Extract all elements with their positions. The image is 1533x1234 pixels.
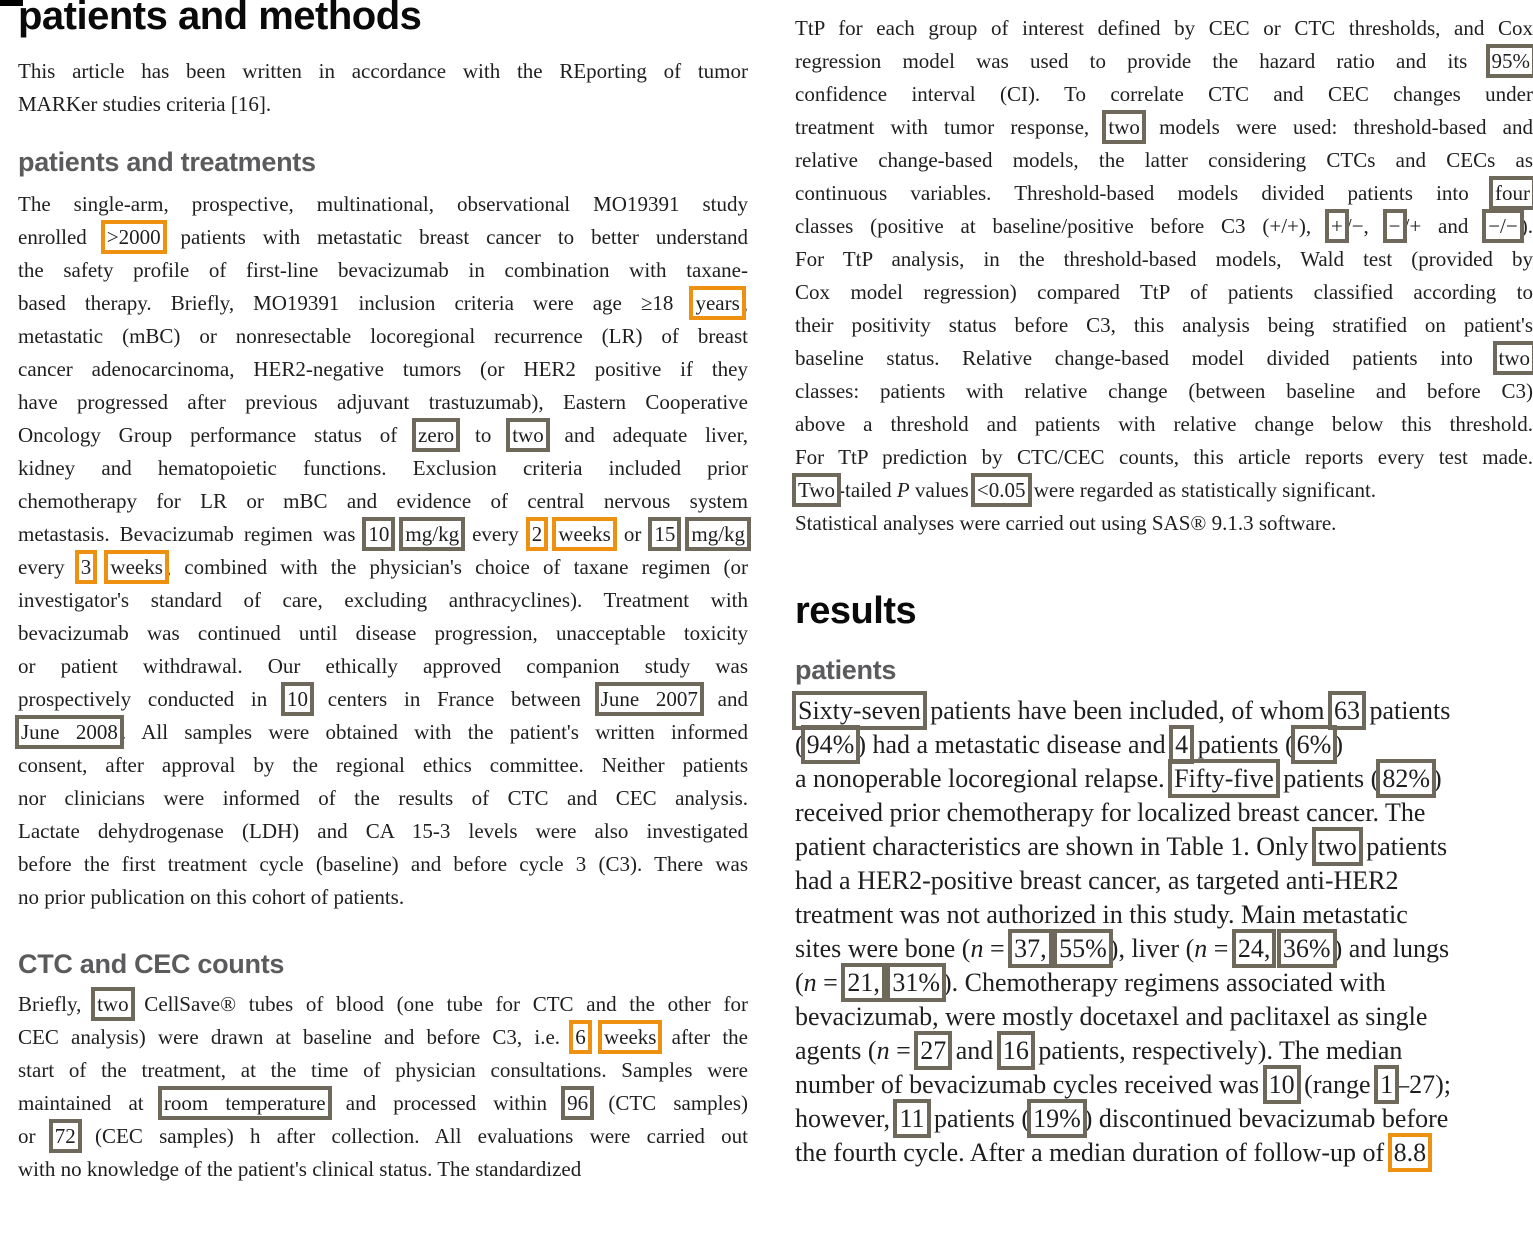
- text-line: [795, 507, 1533, 540]
- text-run: ): [1432, 764, 1442, 793]
- text-run: [1273, 934, 1280, 963]
- text-line: [795, 694, 1533, 728]
- text-run: maintained at: [18, 1091, 161, 1115]
- text-run: patients (: [1276, 764, 1380, 793]
- annotation-box-gray: 6%: [1296, 730, 1332, 759]
- text-run: [1050, 934, 1057, 963]
- text-run: ).: [1520, 214, 1533, 238]
- text-line: [18, 88, 748, 121]
- annotation-box-gray: +: [1331, 214, 1343, 238]
- text-run: or: [18, 1124, 52, 1148]
- section-heading-results: results: [795, 590, 917, 632]
- section-heading-patients-and-methods: patients and methods: [18, 0, 422, 38]
- text-line: [795, 276, 1533, 309]
- text-run: metastasis. Bevacizumab regimen was: [18, 522, 366, 546]
- annotation-box-gray: 15: [654, 522, 676, 546]
- text-line: [795, 762, 1533, 796]
- text-line: [18, 1021, 748, 1054]
- annotation-box-gray: two: [97, 992, 129, 1016]
- annotation-box-gray: Two: [798, 478, 836, 502]
- annotation-box-gray: 36%: [1282, 934, 1331, 963]
- text-run: [545, 522, 555, 546]
- text-run: , combined with the physician's choice of taxane regimen (or: [165, 555, 748, 579]
- text-line: [795, 1034, 1533, 1068]
- text-run: The single-arm, prospective, multinational, observational MO19391 study: [18, 192, 748, 216]
- text-run: with no knowledge of the patient's clinical status. The standardized: [18, 1157, 582, 1181]
- text-line: [18, 683, 748, 716]
- text-line: [18, 716, 748, 749]
- annotation-box-gray: two: [512, 423, 544, 447]
- annotation-box-gray: room temperature: [163, 1091, 326, 1115]
- text-run: regression model was used to provide the hazard ratio and its: [795, 49, 1489, 73]
- ctc-cec-counts-paragraph: [18, 988, 748, 1186]
- text-line: [18, 419, 748, 452]
- text-run: . All samples were obtained with the patient's written informed: [120, 720, 748, 744]
- text-run: [678, 522, 688, 546]
- text-line: [795, 144, 1533, 177]
- text-line: [18, 1087, 748, 1120]
- text-run: however,: [795, 1104, 897, 1133]
- text-line: [18, 386, 748, 419]
- annotation-box-gray: 10: [1268, 1070, 1295, 1099]
- text-line: [795, 898, 1533, 932]
- text-line: [795, 441, 1533, 474]
- text-run: based therapy. Briefly, MO19391 inclusion criteria were age ≥18: [18, 291, 693, 315]
- text-run: patients, respectively). The median: [1031, 1036, 1403, 1065]
- annotation-box-gray: four: [1495, 181, 1530, 205]
- text-run: classes: patients with relative change (between baseline and before C3): [795, 379, 1533, 403]
- text-line: [795, 966, 1533, 1000]
- text-line: [795, 309, 1533, 342]
- subsection-heading-patients-and-treatments: patients and treatments: [18, 147, 316, 177]
- annotation-box-gray: <0.05: [976, 478, 1026, 502]
- text-run: patients (: [927, 1104, 1031, 1133]
- subsection-heading-ctc-and-cec-counts: CTC and CEC counts: [18, 949, 285, 979]
- statistics-paragraph: [795, 12, 1533, 540]
- text-line: [18, 55, 748, 88]
- text-run: to: [457, 423, 510, 447]
- annotation-box-gray: June 2007: [600, 687, 698, 711]
- text-run: and adequate liver,: [546, 423, 748, 447]
- text-line: [18, 452, 748, 485]
- text-run: CellSave® tubes of blood (one tube for CTC and the other for: [131, 992, 748, 1016]
- italic-text-run: n: [970, 934, 984, 963]
- text-run: /+ and: [1403, 214, 1486, 238]
- text-run: patients: [1359, 832, 1448, 861]
- annotation-box-gray: two: [1108, 115, 1140, 139]
- text-run: start of the treatment, at the time of physician consultations. Samples were: [18, 1058, 748, 1082]
- text-line: [795, 342, 1533, 375]
- text-run: or patient withdrawal. Our ethically approved companion study was: [18, 654, 748, 678]
- text-run: no prior publication on this cohort of patients.: [18, 885, 405, 909]
- text-run: centers in France between: [311, 687, 598, 711]
- text-line: [795, 1136, 1533, 1170]
- text-run: –27);: [1396, 1070, 1451, 1099]
- text-run: ,: [742, 291, 748, 315]
- annotation-box-gray: 24,: [1237, 934, 1271, 963]
- text-line: [795, 210, 1533, 243]
- text-run: every: [18, 555, 78, 579]
- text-run: =: [816, 968, 845, 997]
- text-line: [18, 353, 748, 386]
- annotation-box-gray: 94%: [806, 730, 855, 759]
- annotation-box-orange: 2: [531, 522, 543, 546]
- text-run: baseline status. Relative change-based model divided patients into: [795, 346, 1496, 370]
- annotation-box-gray: 82%: [1382, 764, 1430, 793]
- text-run: =: [1207, 934, 1235, 963]
- text-line: [18, 782, 748, 815]
- patients-and-treatments-paragraph: [18, 188, 748, 914]
- text-run: consent, after approval by the regional ethics committee. Neither patients: [18, 753, 748, 777]
- text-line: [795, 1000, 1533, 1034]
- text-run: classes (positive at baseline/positive before C3 (+/+),: [795, 214, 1329, 238]
- annotation-box-orange: weeks: [110, 555, 163, 579]
- text-run: ) had a metastatic disease and: [857, 730, 1173, 759]
- text-line: [795, 111, 1533, 144]
- text-line: [18, 584, 748, 617]
- text-run: (: [795, 730, 804, 759]
- text-line: [795, 796, 1533, 830]
- annotation-box-gray: 1: [1380, 1070, 1394, 1099]
- annotation-box-gray: mg/kg: [405, 522, 460, 546]
- italic-text-run: n: [876, 1036, 890, 1065]
- text-line: [18, 485, 748, 518]
- text-line: [795, 1068, 1533, 1102]
- text-line: [18, 518, 748, 551]
- results-patients-paragraph: [795, 694, 1533, 1170]
- annotation-box-gray: June 2008: [21, 720, 118, 744]
- italic-text-run: n: [1194, 934, 1208, 963]
- text-line: [795, 728, 1533, 762]
- text-run: confidence interval (CI). To correlate CTC and CEC changes under: [795, 82, 1533, 106]
- text-run: were regarded as statistically significant.: [1028, 478, 1377, 502]
- annotation-box-gray: 10: [287, 687, 309, 711]
- annotation-box-gray: 37,: [1014, 934, 1047, 963]
- text-line: [18, 1054, 748, 1087]
- italic-text-run: n: [803, 968, 817, 997]
- text-run: [589, 1025, 601, 1049]
- text-line: [795, 12, 1533, 45]
- text-line: [18, 650, 748, 683]
- text-run: cancer adenocarcinoma, HER2-negative tumors (or HER2 positive if they: [18, 357, 748, 381]
- text-line: [18, 320, 748, 353]
- text-run: bevacizumab was continued until disease progression, unacceptable toxicity: [18, 621, 748, 645]
- text-run: MARKer studies criteria [16].: [18, 92, 272, 116]
- reporting-criteria-paragraph: [18, 55, 748, 121]
- text-line: [795, 243, 1533, 276]
- subsection-heading-patients: patients: [795, 655, 897, 685]
- text-line: [18, 617, 748, 650]
- annotation-box-gray: two: [1498, 346, 1530, 370]
- text-line: [18, 1153, 748, 1186]
- text-line: [18, 221, 748, 254]
- text-line: [795, 78, 1533, 111]
- text-run: after the: [659, 1025, 749, 1049]
- text-line: [18, 749, 748, 782]
- text-run: chemotherapy for LR or mBC and evidence of central nervous system: [18, 489, 748, 513]
- text-run: (: [795, 968, 804, 997]
- text-run: before the first treatment cycle (baseline) and before cycle 3 (C3). There was: [18, 852, 748, 876]
- text-run: prospectively conducted in: [18, 687, 285, 711]
- text-run: Statistical analyses were carried out using SAS® 9.1.3 software.: [795, 511, 1337, 535]
- annotation-box-gray: zero: [418, 423, 455, 447]
- text-run: patients have been included, of whom: [923, 696, 1331, 725]
- text-run: have progressed after previous adjuvant trastuzumab), Eastern Cooperative: [18, 390, 748, 414]
- text-line: [18, 188, 748, 221]
- text-run: CEC analysis) were drawn at baseline and before C3, i.e.: [18, 1025, 573, 1049]
- text-run: ), liver (: [1109, 934, 1195, 963]
- text-run: received prior chemotherapy for localized breast cancer. The: [795, 798, 1426, 827]
- text-run: patients: [1362, 696, 1451, 725]
- text-run: nor clinicians were informed of the results of CTC and CEC analysis.: [18, 786, 748, 810]
- text-run: their positivity status before C3, this analysis being stratified on patient's: [795, 313, 1533, 337]
- annotation-box-gray: −/−: [1488, 214, 1518, 238]
- text-run: [883, 968, 890, 997]
- text-line: [795, 474, 1533, 507]
- annotation-box-gray: Fifty-five: [1174, 764, 1274, 793]
- text-run: For TtP analysis, in the threshold-based models, Wald test (provided by: [795, 247, 1533, 271]
- text-line: [18, 988, 748, 1021]
- text-line: [795, 177, 1533, 210]
- text-run: ) and lungs: [1333, 934, 1450, 963]
- text-run: [392, 522, 402, 546]
- text-run: sites were bone (: [795, 934, 971, 963]
- text-line: [18, 254, 748, 287]
- text-run: agents (: [795, 1036, 877, 1065]
- annotation-box-gray: 4: [1175, 730, 1189, 759]
- text-line: [795, 45, 1533, 78]
- annotation-box-gray: 63: [1333, 696, 1360, 725]
- text-run: continuous variables. Threshold-based models divided patients into: [795, 181, 1492, 205]
- text-line: [18, 551, 748, 584]
- annotation-box-gray: 31%: [892, 968, 941, 997]
- text-run: Cox model regression) compared TtP of patients classified according to: [795, 280, 1533, 304]
- annotation-box-orange: years: [695, 291, 740, 315]
- text-run: and processed within: [328, 1091, 565, 1115]
- text-run: had a HER2-positive breast cancer, as targeted anti-HER2: [795, 866, 1399, 895]
- text-line: [18, 848, 748, 881]
- text-run: a nonoperable locoregional relapse.: [795, 764, 1172, 793]
- text-line: [795, 864, 1533, 898]
- annotation-box-orange: weeks: [558, 522, 611, 546]
- text-run: kidney and hematopoietic functions. Exclusion criteria included prior: [18, 456, 748, 480]
- annotation-box-gray: 72: [54, 1124, 76, 1148]
- text-run: TtP for each group of interest defined by CEC or CTC thresholds, and Cox: [795, 16, 1533, 40]
- text-run: =: [983, 934, 1012, 963]
- annotation-box-gray: 95%: [1491, 49, 1530, 73]
- text-run: ). Chemotherapy regimens associated with: [943, 968, 1386, 997]
- text-line: [795, 1102, 1533, 1136]
- text-run: patients with metastatic breast cancer to better understand: [163, 225, 748, 249]
- text-run: ): [1334, 730, 1343, 759]
- text-run: -tailed: [838, 478, 897, 502]
- text-run: the fourth cycle. After a median duration of follow-up of: [795, 1138, 1391, 1167]
- text-run: metastatic (mBC) or nonresectable locoregional recurrence (LR) of breast: [18, 324, 748, 348]
- annotation-box-orange: 6: [575, 1025, 586, 1049]
- text-line: [795, 932, 1533, 966]
- text-run: and: [700, 687, 748, 711]
- annotation-box-gray: 21,: [847, 968, 880, 997]
- annotation-box-orange: weeks: [603, 1025, 657, 1049]
- italic-text-run: P: [896, 478, 910, 502]
- text-run: /−,: [1345, 214, 1386, 238]
- text-run: values: [909, 478, 974, 502]
- text-run: patient characteristics are shown in Table 1. Only: [795, 832, 1315, 861]
- annotation-box-orange: 8.8: [1393, 1138, 1427, 1167]
- text-run: treatment with tumor response,: [795, 115, 1106, 139]
- annotation-box-orange: >2000: [106, 225, 161, 249]
- text-run: the safety profile of first-line bevacizumab in combination with taxane-: [18, 258, 748, 282]
- text-run: models were used: threshold-based and: [1142, 115, 1533, 139]
- text-run: or: [613, 522, 652, 546]
- text-run: investigator's standard of care, excluding anthracyclines). Treatment with: [18, 588, 748, 612]
- text-run: bevacizumab, were mostly docetaxel and paclitaxel as single: [795, 1002, 1428, 1031]
- text-line: [18, 881, 748, 914]
- text-run: relative change-based models, the latter considering CTCs and CECs as: [795, 148, 1533, 172]
- text-line: [18, 815, 748, 848]
- annotation-box-gray: 16: [1002, 1036, 1029, 1065]
- text-run: enrolled: [18, 225, 104, 249]
- annotation-box-gray: 19%: [1033, 1104, 1081, 1133]
- annotation-box-gray: 11: [899, 1104, 925, 1133]
- text-run: [94, 555, 107, 579]
- text-run: For TtP prediction by CTC/CEC counts, this article reports every test made.: [795, 445, 1533, 469]
- text-run: Oncology Group performance status of: [18, 423, 416, 447]
- annotation-box-orange: 3: [80, 555, 92, 579]
- text-run: patients (: [1191, 730, 1294, 759]
- annotation-box-gray: Sixty-seven: [798, 696, 921, 725]
- text-run: above a threshold and patients with relative change below this threshold.: [795, 412, 1533, 436]
- text-line: [795, 408, 1533, 441]
- annotation-box-gray: 27: [920, 1036, 947, 1065]
- text-run: Briefly,: [18, 992, 95, 1016]
- text-run: (CEC samples) h after collection. All evaluations were carried out: [78, 1124, 748, 1148]
- annotation-box-gray: 96: [567, 1091, 589, 1115]
- text-run: Lactate dehydrogenase (LDH) and CA 15-3 levels were also investigated: [18, 819, 748, 843]
- annotation-box-gray: 55%: [1059, 934, 1107, 963]
- text-line: [18, 287, 748, 320]
- text-line: [18, 1120, 748, 1153]
- annotation-box-gray: mg/kg: [691, 522, 746, 546]
- text-run: ) discontinued bevacizumab before: [1083, 1104, 1449, 1133]
- text-run: treatment was not authorized in this study. Main metastatic: [795, 900, 1408, 929]
- annotation-box-gray: −: [1388, 214, 1401, 238]
- text-run: and: [949, 1036, 1000, 1065]
- text-run: (CTC samples): [591, 1091, 749, 1115]
- annotation-box-gray: 10: [368, 522, 390, 546]
- annotation-box-gray: two: [1317, 832, 1357, 861]
- text-line: [795, 830, 1533, 864]
- text-run: number of bevacizumab cycles received was: [795, 1070, 1266, 1099]
- text-line: [795, 375, 1533, 408]
- text-run: (range: [1297, 1070, 1378, 1099]
- text-run: every: [462, 522, 529, 546]
- text-run: This article has been written in accordance with the REporting of tumor: [18, 59, 748, 83]
- text-run: =: [889, 1036, 918, 1065]
